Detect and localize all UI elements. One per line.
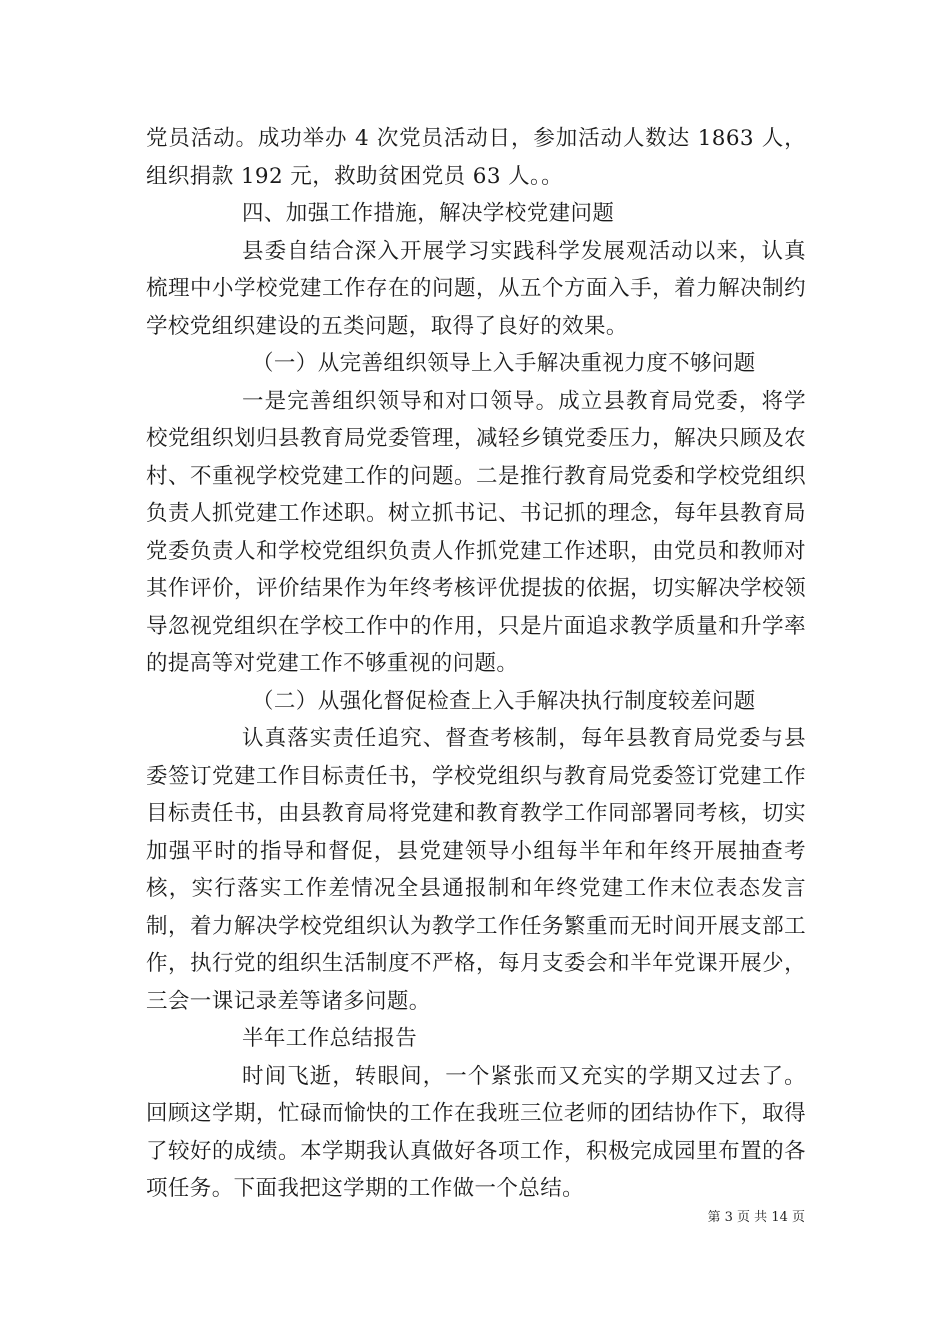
subheading-two: （二）从强化督促检查上入手解决执行制度较差问题 [252, 688, 756, 714]
document-body [146, 120, 806, 1208]
paragraph-semester-review: 时间飞逝，转眼间，一个紧张而又充实的学期又过去了。回顾这学期，忙碌而愉快的工作在我班三位老师的团结协作下，取得了较好的成绩。本学期我认真做好各项工作，积极完成园里布置的各项任务。下面我把这学期的工作做一个总结。 [146, 1063, 806, 1201]
paragraph-intro: 县委自结合深入开展学习实践科学发展观活动以来，认真梳理中小学校党建工作存在的问题，从五个方面入手，着力解决制约学校党组织建设的五类问题，取得了良好的效果。 [146, 238, 806, 339]
paragraph-organization: 一是完善组织领导和对口领导。成立县教育局党委，将学校党组织划归县教育局党委管理，减轻乡镇党委压力，解决只顾及农村、不重视学校党建工作的问题。二是推行教育局党委和学校党组织负责人抓党建工作述职。树立抓书记、书记抓的理念，每年县教育局党委负责人和学校党组织负责人作抓党建工作述职，由党员和教师对其作评价，评价结果作为年终考核评优提拔的依据，切实解决学校领导忽视党组织在学校工作中的作用，只是片面追求教学质量和升学率的提高等对党建工作不够重视的问题。 [146, 388, 806, 676]
page-number: 第 3 页 共 14 页 [707, 1210, 805, 1225]
paragraph-activity-summary: 党员活动。成功举办 4 次党员活动日，参加活动人数达 1863 人，组织捐款 192 元，救助贫困党员 63 人。。 [146, 126, 806, 189]
section-heading-four: 四、加强工作措施，解决学校党建问题 [242, 201, 615, 226]
subheading-one: （一）从完善组织领导上入手解决重视力度不够问题 [252, 351, 756, 376]
paragraph-supervision: 认真落实责任追究、督查考核制，每年县教育局党委与县委签订党建工作目标责任书，学校党组织与教育局党委签订党建工作目标责任书，由县教育局将党建和教育教学工作同部署同考核，切实加强平时的指导和督促，县党建领导小组每半年和年终开展抽查考核，实行落实工作差情况全县通报制和年终党建工作末位表态发言制，着力解决学校党组织认为教学工作任务繁重而无时间开展支部工作，执行党的组织生活制度不严格，每月支委会和半年党课开展少，三会一课记录差等诸多问题。 [146, 726, 806, 1014]
report-title: 半年工作总结报告 [242, 1026, 418, 1051]
